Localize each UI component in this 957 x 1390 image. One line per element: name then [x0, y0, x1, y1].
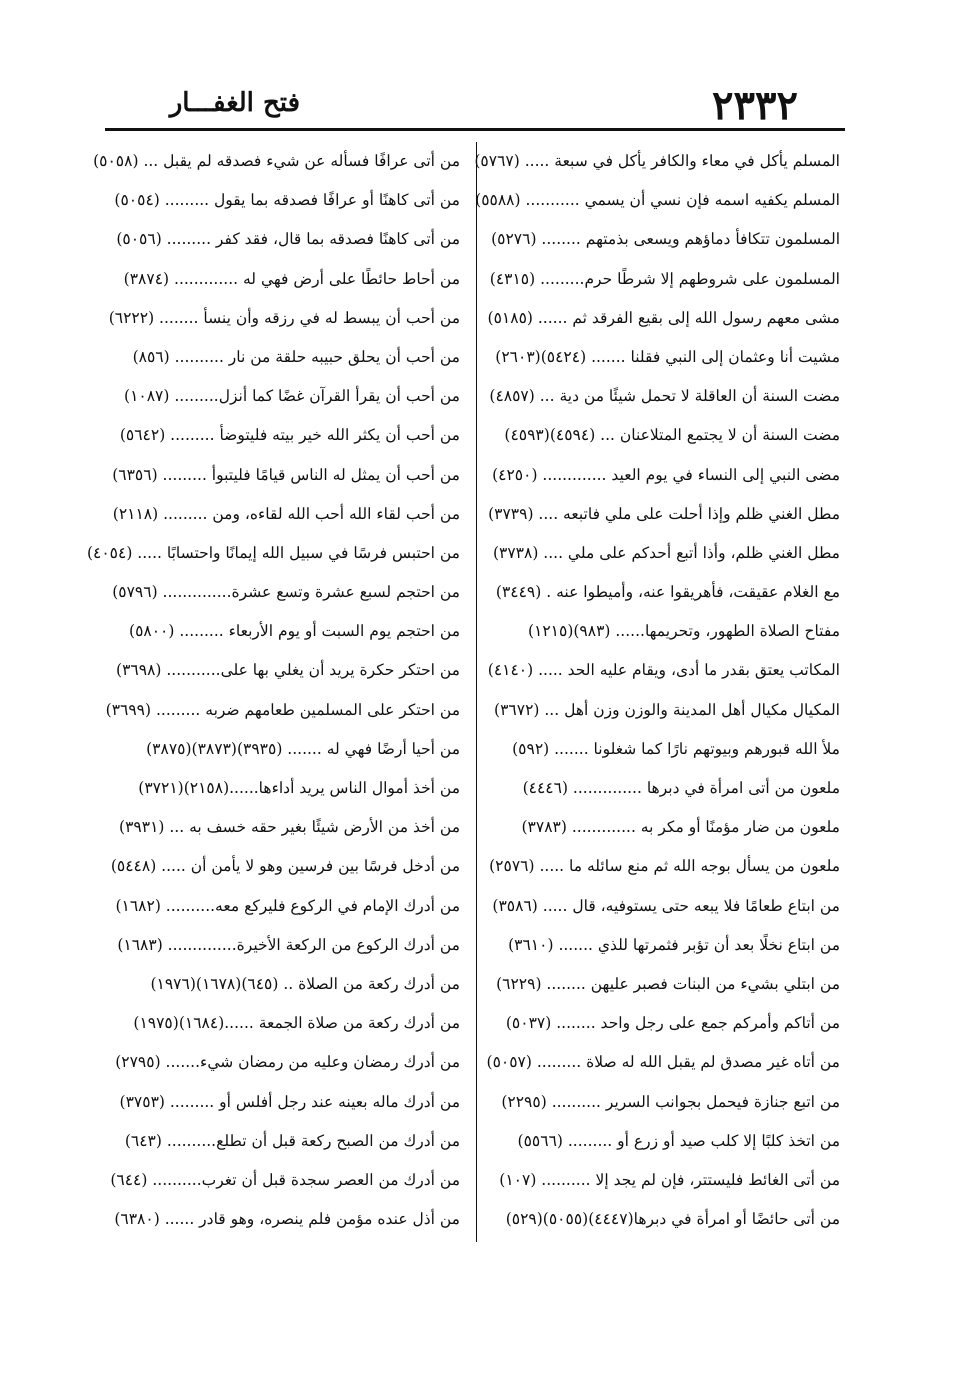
page-number: ٢٣٣٢ — [712, 82, 798, 129]
index-entry: من ابتاع نخلًا بعد أن تؤبر فثمرتها للذي ....... (٣٦١٠) — [508, 935, 840, 954]
column-divider — [476, 142, 477, 1242]
index-entry: من أحب أن يبسط له في رزقه وأن ينسأ ........ (٦٢٢٢) — [108, 308, 460, 327]
index-entry: من أدرك من الصبح ركعة قبل أن تطلع.......... (٦٤٣) — [124, 1131, 460, 1150]
index-column-left — [86, 142, 460, 1250]
index-entry: من أتى كاهنًا أو عرافًا فصدقه بما يقول ......... (٥٠٥٤) — [114, 191, 460, 210]
index-entry: مشيت أنا وعثمان إلى النبي فقلنا ....... (٥٤٢٤)(٢٦٠٣) — [495, 347, 840, 366]
index-entry: من أحب أن يقرأ القرآن غضًا كما أنزل......... (١٠٨٧) — [124, 387, 460, 406]
index-entry: من احتبس فرسًا في سبيل الله إيمانًا واحتسابًا ..... (٤٠٥٤) — [86, 543, 460, 562]
index-entry: من أحب لقاء الله أحب الله لقاءه، ومن ......... (٢١١٨) — [112, 504, 460, 523]
index-entry: من ابتلي بشيء من البنات فصبر عليهن ........ (٦٢٢٩) — [496, 974, 840, 993]
index-entry: من أحاط حائطًا على أرض فهي له ............. (٣٨٧٤) — [123, 269, 460, 288]
index-entry: من أتاه غير مصدق لم يقبل الله له صلاة ......... (٥٠٥٧) — [486, 1053, 840, 1072]
index-entry: مضت السنة أن العاقلة لا تحمل شيئًا من دية ... (٤٨٥٧) — [489, 387, 840, 406]
index-entry: من أحب أن يحلق حبيبه حلقة من نار .......... (٨٥٦) — [132, 347, 460, 366]
index-entry: من احتكر حكرة يريد أن يغلي بها على........... (٣٦٩٨) — [116, 661, 460, 680]
index-entry: من أدرك الركوع من الركعة الأخيرة.............. (١٦٨٣) — [117, 935, 460, 954]
index-entry: من أتى عرافًا فسأله عن شيء فصدقه لم يقبل ... (٥٠٥٨) — [93, 152, 460, 170]
index-entry: ملعون من يسأل بوجه الله ثم منع سائله ما ..... (٢٥٧٦) — [489, 857, 840, 876]
index-entry: من أدرك ركعة من الصلاة .. (٦٤٥)(١٦٧٨)(١٩٧٦) — [150, 974, 460, 993]
index-entry: من أدرك رمضان وعليه من رمضان شيء....... (٢٧٩٥) — [115, 1053, 460, 1072]
index-entry: من أذل عنده مؤمن فلم ينصره، وهو قادر ...... (٦٣٨٠) — [114, 1210, 460, 1229]
index-entry: مع الغلام عقيقت، فأهريقوا عنه، وأميطوا عنه . (٣٤٤٩) — [495, 583, 840, 602]
index-entry: من أتى كاهنًا فصدقه بما قال، فقد كفر ......... (٥٠٥٦) — [116, 230, 460, 249]
index-entry: المسلمون على شروطهم إلا شرطًا حرم......... (٤٣١٥) — [489, 269, 840, 288]
index-entry: مشى معهم رسول الله إلى بقيع الفرقد ثم ...... (٥١٨٥) — [487, 308, 840, 327]
index-entry: مطل الغني ظلم وإذا أحلت على ملي فاتبعه .... (٣٧٣٩) — [488, 504, 840, 523]
index-entry: ملعون من ضار مؤمنًا أو مكر به ............. (٣٧٨٣) — [521, 818, 840, 837]
index-entry: مضت السنة أن لا يجتمع المتلاعنان ... (٤٥٩٤)(٤٥٩٣) — [504, 426, 840, 445]
index-entry: من أدرك ماله بعينه عند رجل أفلس أو ......... (٣٧٥٣) — [119, 1092, 460, 1111]
index-entry: المسلم يكفيه اسمه فإن نسي أن يسمي ........... (٥٥٨٨) — [475, 191, 840, 210]
index-entry: المسلم يأكل في معاء والكافر يأكل في سبعة ..... (٥٧٦٧) — [474, 152, 840, 170]
index-entry: من أتى حائضًا أو امرأة في دبرها(٤٤٤٧)(٥٠٥٥)(٥٢٩) — [505, 1210, 840, 1229]
index-entry: المكاتب يعتق بقدر ما أدى، ويقام عليه الحد ..... (٤١٤٠) — [487, 661, 840, 680]
index-entry: مضى النبي إلى النساء في يوم العيد ............. (٤٢٥٠) — [492, 465, 840, 484]
index-entry: من أحيا أرضًا فهي له ....... (٣٩٣٥)(٣٨٧٣)(٣٨٧٥) — [146, 739, 460, 758]
index-entry: من أخذ من الأرض شيئًا بغير حقه خسف به ... (٣٩٣١) — [119, 818, 460, 837]
index-entry: المسلمون تتكافأ دماؤهم ويسعى بذمتهم ........ (٥٢٧٦) — [491, 230, 840, 249]
index-entry: من احتكر على المسلمين طعامهم ضربه ......... (٣٦٩٩) — [105, 700, 460, 719]
index-entry: من ابتاع طعامًا فلا يبعه حتى يستوفيه، قال ..... (٣٥٨٦) — [492, 896, 840, 915]
index-entry: من أدخل فرسًا بين فرسين وهو لا يأمن أن ..... (٥٤٤٨) — [110, 857, 460, 876]
index-entry: المكيال مكيال أهل المدينة والوزن وزن أهل ... (٣٦٧٢) — [494, 700, 840, 719]
index-entry: ملعون من أتى امرأة في دبرها .............. (٤٤٤٦) — [522, 779, 840, 797]
index-entry: من اتبع جنازة فيحمل بجوانب السرير .......... (٢٢٩٥) — [501, 1092, 840, 1111]
index-entry: من أدرك من العصر سجدة قبل أن تغرب.......... (٦٤٤) — [110, 1170, 460, 1189]
index-column-right — [474, 142, 840, 1250]
index-entry: من أخذ أموال الناس يريد أداءها......(٢١٥٨)(٣٧٢١) — [138, 779, 460, 797]
index-entry: من اتخذ كلبًا إلا كلب صيد أو زرع أو ......... (٥٥٦٦) — [517, 1131, 840, 1150]
index-entry: مفتاح الصلاة الطهور، وتحريمها...... (٩٨٣)(١٢١٥) — [527, 622, 840, 641]
book-title: فتح الغفـــار — [169, 88, 300, 118]
index-entry: من أتاكم وأمركم جمع على رجل واحد ........ (٥٠٣٧) — [505, 1014, 840, 1033]
index-entry: من أدرك ركعة من صلاة الجمعة ......(١٦٨٤)(١٩٧٥) — [133, 1014, 460, 1033]
index-entry: من أتى الغائط فليستتر، فإن لم يجد إلا .......... (١٠٧) — [499, 1170, 840, 1189]
header-rule — [105, 128, 845, 131]
index-entry: من أحب أن يكثر الله خير بيته فليتوضأ ......... (٥٦٤٢) — [119, 426, 460, 445]
index-entry: من احتجم لسبع عشرة وتسع عشرة.............. (٥٧٩٦) — [112, 583, 460, 602]
index-entry: من أدرك الإمام في الركوع فليركع معه.......... (١٦٨٢) — [115, 896, 460, 915]
index-entry: ملأ الله قبورهم وبيوتهم نارًا كما شغلونا ....... (٥٩٢) — [512, 739, 840, 758]
index-entry: من احتجم يوم السبت أو يوم الأربعاء ......... (٥٨٠٠) — [129, 622, 460, 641]
index-entry: من أحب أن يمثل له الناس قيامًا فليتبوأ ......... (٦٣٥٦) — [112, 465, 460, 484]
index-entry: مطل الغني ظلم، وأذا أتبع أحدكم على ملي .... (٣٧٣٨) — [492, 543, 840, 562]
